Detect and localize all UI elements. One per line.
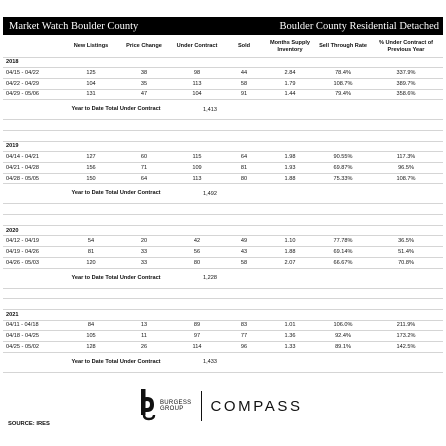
value-cell: 47 <box>119 89 169 100</box>
value-cell: 156 <box>63 163 119 174</box>
column-header <box>3 37 63 57</box>
ytd-row <box>3 184 443 204</box>
value-cell: 97 <box>169 331 225 342</box>
value-cell: 131 <box>63 89 119 100</box>
value-cell: 83 <box>225 320 263 331</box>
table-row <box>3 320 443 331</box>
value-cell: 36.5% <box>369 236 443 247</box>
ytd-row <box>3 100 443 120</box>
spacer-row <box>3 215 443 226</box>
compass-wordmark: COMPASS <box>210 397 303 415</box>
value-cell: 77.78% <box>317 236 369 247</box>
value-cell: 91 <box>225 89 263 100</box>
table-row <box>3 68 443 79</box>
value-cell: 89 <box>169 320 225 331</box>
header-row <box>3 37 443 57</box>
value-cell: 173.2% <box>369 331 443 342</box>
value-cell: 51.4% <box>369 247 443 258</box>
ytd-value: 1,433 <box>169 352 225 372</box>
value-cell: 115 <box>169 152 225 163</box>
spacer-row <box>3 288 443 299</box>
burgess-wordmark: BURGESS GROUP <box>160 399 192 412</box>
table-row <box>3 331 443 342</box>
value-cell: 358.6% <box>369 89 443 100</box>
date-range-cell: 04/22 - 04/29 <box>3 78 63 89</box>
year-row <box>3 141 443 152</box>
table-row <box>3 78 443 89</box>
value-cell: 90.55% <box>317 152 369 163</box>
year-label: 2021 <box>3 309 63 320</box>
value-cell: 84 <box>63 320 119 331</box>
value-cell: 75.33% <box>317 173 369 184</box>
value-cell: 1.33 <box>263 341 317 352</box>
value-cell: 66.67% <box>317 257 369 268</box>
table-row <box>3 236 443 247</box>
value-cell: 108.7% <box>369 173 443 184</box>
value-cell: 70.8% <box>369 257 443 268</box>
table-row <box>3 163 443 174</box>
value-cell: 105 <box>63 331 119 342</box>
value-cell: 26 <box>119 341 169 352</box>
date-range-cell: 04/21 - 04/28 <box>3 163 63 174</box>
year-label: 2018 <box>3 57 63 68</box>
ytd-label: Year to Date Total Under Contract <box>63 352 169 372</box>
year-row <box>3 309 443 320</box>
value-cell: 120 <box>63 257 119 268</box>
date-range-cell: 04/29 - 05/06 <box>3 89 63 100</box>
ytd-label: Year to Date Total Under Contract <box>63 268 169 288</box>
value-cell: 1.44 <box>263 89 317 100</box>
value-cell: 114 <box>169 341 225 352</box>
date-range-cell: 04/11 - 04/18 <box>3 320 63 331</box>
table-row <box>3 257 443 268</box>
value-cell: 58 <box>225 78 263 89</box>
ytd-label: Year to Date Total Under Contract <box>63 184 169 204</box>
date-range-cell: 04/25 - 05/02 <box>3 341 63 352</box>
value-cell: 1.36 <box>263 331 317 342</box>
value-cell: 54 <box>63 236 119 247</box>
report-title: Market Watch Boulder County <box>9 20 139 32</box>
value-cell: 38 <box>119 68 169 79</box>
ytd-row <box>3 352 443 372</box>
spacer-row <box>3 299 443 310</box>
column-header: Sold <box>225 37 263 57</box>
value-cell: 20 <box>119 236 169 247</box>
date-range-cell: 04/12 - 04/19 <box>3 236 63 247</box>
value-cell: 108.7% <box>317 78 369 89</box>
value-cell: 1.10 <box>263 236 317 247</box>
value-cell: 44 <box>225 68 263 79</box>
date-range-cell: 04/18 - 04/25 <box>3 331 63 342</box>
value-cell: 69.87% <box>317 163 369 174</box>
value-cell: 104 <box>63 78 119 89</box>
ytd-value: 1,492 <box>169 184 225 204</box>
value-cell: 2.84 <box>263 68 317 79</box>
table-row <box>3 173 443 184</box>
burgess-bg-icon <box>140 389 156 423</box>
value-cell: 127 <box>63 152 119 163</box>
value-cell: 58 <box>225 257 263 268</box>
spacer-row <box>3 120 443 131</box>
table-row <box>3 152 443 163</box>
value-cell: 81 <box>225 163 263 174</box>
value-cell: 81 <box>63 247 119 258</box>
value-cell: 96.5% <box>369 163 443 174</box>
value-cell: 389.7% <box>369 78 443 89</box>
value-cell: 71 <box>119 163 169 174</box>
value-cell: 98 <box>169 68 225 79</box>
value-cell: 78.4% <box>317 68 369 79</box>
column-header: New Listings <box>63 37 119 57</box>
value-cell: 92.4% <box>317 331 369 342</box>
value-cell: 113 <box>169 78 225 89</box>
column-header: Months Supply Inventory <box>263 37 317 57</box>
date-range-cell: 04/15 - 04/22 <box>3 68 63 79</box>
date-range-cell: 04/14 - 04/21 <box>3 152 63 163</box>
column-header: Under Contract <box>169 37 225 57</box>
report-page <box>3 0 443 446</box>
ytd-label: Year to Date Total Under Contract <box>63 100 169 120</box>
value-cell: 96 <box>225 341 263 352</box>
source-note: SOURCE: IRES <box>8 421 50 427</box>
value-cell: 49 <box>225 236 263 247</box>
value-cell: 1.88 <box>263 173 317 184</box>
value-cell: 80 <box>225 173 263 184</box>
spacer-row <box>3 204 443 215</box>
market-table <box>3 37 443 373</box>
value-cell: 1.79 <box>263 78 317 89</box>
report-subtitle: Boulder County Residential Detached <box>279 20 439 32</box>
date-range-cell: 04/28 - 05/05 <box>3 173 63 184</box>
value-cell: 1.88 <box>263 247 317 258</box>
value-cell: 113 <box>169 173 225 184</box>
spacer-row <box>3 130 443 141</box>
ytd-row <box>3 268 443 288</box>
year-row <box>3 57 443 68</box>
value-cell: 43 <box>225 247 263 258</box>
value-cell: 11 <box>119 331 169 342</box>
value-cell: 117.3% <box>369 152 443 163</box>
column-header: Price Change <box>119 37 169 57</box>
table-row <box>3 89 443 100</box>
value-cell: 64 <box>225 152 263 163</box>
logo-divider <box>201 391 202 421</box>
value-cell: 2.07 <box>263 257 317 268</box>
value-cell: 77 <box>225 331 263 342</box>
value-cell: 150 <box>63 173 119 184</box>
table-row <box>3 247 443 258</box>
value-cell: 106.0% <box>317 320 369 331</box>
value-cell: 33 <box>119 247 169 258</box>
value-cell: 89.1% <box>317 341 369 352</box>
value-cell: 13 <box>119 320 169 331</box>
table-row <box>3 341 443 352</box>
value-cell: 80 <box>169 257 225 268</box>
value-cell: 79.4% <box>317 89 369 100</box>
year-label: 2019 <box>3 141 63 152</box>
column-header: % Under Contract of Previous Year <box>369 37 443 57</box>
ytd-value: 1,413 <box>169 100 225 120</box>
value-cell: 1.98 <box>263 152 317 163</box>
brand-logo <box>140 388 310 424</box>
title-banner <box>3 17 443 35</box>
value-cell: 33 <box>119 257 169 268</box>
value-cell: 125 <box>63 68 119 79</box>
column-header: Sell Through Rate <box>317 37 369 57</box>
value-cell: 69.14% <box>317 247 369 258</box>
value-cell: 128 <box>63 341 119 352</box>
ytd-value: 1,228 <box>169 268 225 288</box>
value-cell: 1.01 <box>263 320 317 331</box>
year-label: 2020 <box>3 225 63 236</box>
value-cell: 64 <box>119 173 169 184</box>
value-cell: 337.9% <box>369 68 443 79</box>
value-cell: 1.93 <box>263 163 317 174</box>
value-cell: 142.5% <box>369 341 443 352</box>
date-range-cell: 04/19 - 04/26 <box>3 247 63 258</box>
date-range-cell: 04/26 - 05/03 <box>3 257 63 268</box>
year-row <box>3 225 443 236</box>
value-cell: 60 <box>119 152 169 163</box>
value-cell: 109 <box>169 163 225 174</box>
value-cell: 42 <box>169 236 225 247</box>
value-cell: 35 <box>119 78 169 89</box>
value-cell: 211.9% <box>369 320 443 331</box>
value-cell: 56 <box>169 247 225 258</box>
value-cell: 104 <box>169 89 225 100</box>
